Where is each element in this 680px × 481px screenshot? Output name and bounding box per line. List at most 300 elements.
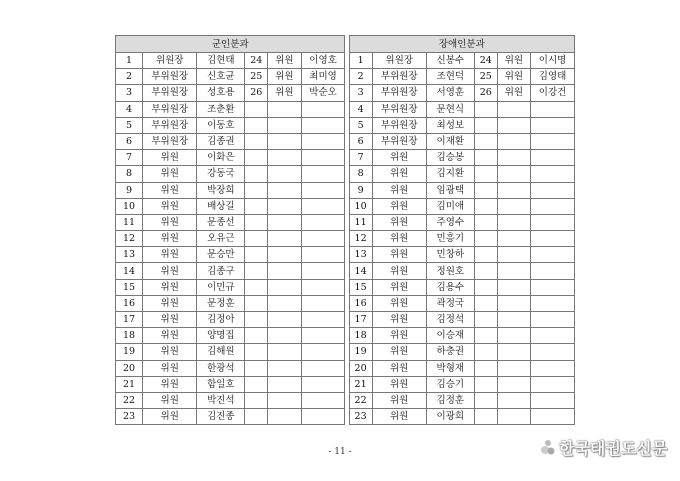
military-number-cell: 21 <box>116 376 143 392</box>
disabled-number-cell: 16 <box>349 295 372 311</box>
military-name-cell: 조춘환 <box>197 101 245 117</box>
disabled-role-extra-cell <box>497 247 530 263</box>
disabled-role-cell: 위원 <box>372 263 426 279</box>
disabled-number-extra-cell <box>474 182 497 198</box>
section-header-row <box>116 36 575 53</box>
disabled-role-extra-cell <box>497 133 530 149</box>
military-role-cell: 부위원장 <box>143 117 197 133</box>
military-role-extra-cell <box>268 360 301 376</box>
military-number-cell: 22 <box>116 392 143 408</box>
military-role-extra-cell <box>268 344 301 360</box>
military-name-extra-cell <box>301 279 345 295</box>
disabled-role-extra-cell <box>497 295 530 311</box>
military-number-extra-cell <box>245 263 268 279</box>
military-name-extra-cell <box>301 150 345 166</box>
military-role-extra-cell <box>268 150 301 166</box>
military-name-extra-cell: 이영호 <box>301 53 345 69</box>
disabled-role-cell: 위원 <box>372 328 426 344</box>
disabled-number-extra-cell <box>474 133 497 149</box>
table-row <box>116 279 575 295</box>
disabled-number-cell: 7 <box>349 150 372 166</box>
disabled-name-cell: 김정훈 <box>426 392 474 408</box>
military-name-cell: 한광석 <box>197 360 245 376</box>
military-name-cell: 김진종 <box>197 409 245 425</box>
disabled-number-cell: 10 <box>349 198 372 214</box>
table-row <box>116 344 575 360</box>
military-role-extra-cell: 위원 <box>268 69 301 85</box>
disabled-number-extra-cell <box>474 344 497 360</box>
disabled-name-extra-cell: 김영태 <box>531 69 575 85</box>
military-name-extra-cell <box>301 247 345 263</box>
disabled-name-cell: 최성보 <box>426 117 474 133</box>
military-name-extra-cell: 박순오 <box>301 85 345 101</box>
military-number-extra-cell <box>245 328 268 344</box>
table-row <box>116 182 575 198</box>
disabled-role-cell: 위원 <box>372 312 426 328</box>
disabled-name-extra-cell <box>531 279 575 295</box>
military-role-extra-cell <box>268 166 301 182</box>
disabled-role-cell: 위원 <box>372 376 426 392</box>
military-name-cell: 김종구 <box>197 263 245 279</box>
military-name-extra-cell <box>301 117 345 133</box>
military-role-extra-cell <box>268 312 301 328</box>
military-name-cell: 이화은 <box>197 150 245 166</box>
disabled-name-cell: 곽정국 <box>426 295 474 311</box>
disabled-name-extra-cell: 이시명 <box>531 53 575 69</box>
military-number-extra-cell <box>245 214 268 230</box>
military-role-extra-cell <box>268 101 301 117</box>
disabled-name-cell: 김승기 <box>426 376 474 392</box>
military-number-cell: 23 <box>116 409 143 425</box>
disabled-number-extra-cell: 26 <box>474 85 497 101</box>
military-name-cell: 오유근 <box>197 231 245 247</box>
military-role-extra-cell <box>268 198 301 214</box>
disabled-role-cell: 위원 <box>372 279 426 295</box>
military-role-cell: 위원 <box>143 376 197 392</box>
military-number-cell: 20 <box>116 360 143 376</box>
disabled-role-cell: 위원 <box>372 295 426 311</box>
military-role-cell: 위원 <box>143 231 197 247</box>
disabled-number-extra-cell <box>474 231 497 247</box>
disabled-name-cell: 이재환 <box>426 133 474 149</box>
disabled-role-extra-cell <box>497 166 530 182</box>
disabled-number-extra-cell <box>474 392 497 408</box>
military-name-extra-cell <box>301 295 345 311</box>
military-number-cell: 1 <box>116 53 143 69</box>
military-name-extra-cell <box>301 263 345 279</box>
military-number-extra-cell <box>245 295 268 311</box>
disabled-name-extra-cell <box>531 344 575 360</box>
military-name-cell: 양명집 <box>197 328 245 344</box>
page-number: - 11 - <box>328 447 352 457</box>
disabled-number-extra-cell: 24 <box>474 53 497 69</box>
disabled-name-cell: 이승재 <box>426 328 474 344</box>
military-number-extra-cell <box>245 392 268 408</box>
military-number-cell: 10 <box>116 198 143 214</box>
disabled-number-extra-cell <box>474 198 497 214</box>
table-row <box>116 231 575 247</box>
disabled-number-extra-cell: 25 <box>474 69 497 85</box>
military-name-cell: 문정훈 <box>197 295 245 311</box>
table-row <box>116 295 575 311</box>
military-name-cell: 김해원 <box>197 344 245 360</box>
military-role-cell: 위원 <box>143 263 197 279</box>
disabled-number-cell: 15 <box>349 279 372 295</box>
disabled-name-extra-cell <box>531 263 575 279</box>
disabled-role-cell: 위원 <box>372 409 426 425</box>
disabled-number-cell: 20 <box>349 360 372 376</box>
disabled-number-cell: 21 <box>349 376 372 392</box>
disabled-role-cell: 부위원장 <box>372 101 426 117</box>
disabled-number-extra-cell <box>474 263 497 279</box>
disabled-number-cell: 2 <box>349 69 372 85</box>
disabled-role-cell: 위원 <box>372 231 426 247</box>
military-number-cell: 15 <box>116 279 143 295</box>
disabled-name-extra-cell <box>531 231 575 247</box>
disabled-number-cell: 13 <box>349 247 372 263</box>
military-role-extra-cell <box>268 409 301 425</box>
military-role-cell: 위원 <box>143 247 197 263</box>
military-name-extra-cell <box>301 376 345 392</box>
military-name-cell: 강동국 <box>197 166 245 182</box>
military-name-extra-cell <box>301 198 345 214</box>
disabled-role-cell: 위원 <box>372 214 426 230</box>
military-name-extra-cell <box>301 328 345 344</box>
military-role-cell: 위원 <box>143 344 197 360</box>
disabled-name-cell: 민창하 <box>426 247 474 263</box>
table-row <box>116 312 575 328</box>
table-row <box>116 150 575 166</box>
military-number-extra-cell: 26 <box>245 85 268 101</box>
table-row <box>116 85 575 101</box>
military-role-extra-cell: 위원 <box>268 53 301 69</box>
disabled-name-extra-cell <box>531 376 575 392</box>
military-role-extra-cell <box>268 182 301 198</box>
military-number-extra-cell <box>245 150 268 166</box>
disabled-number-cell: 17 <box>349 312 372 328</box>
military-number-cell: 12 <box>116 231 143 247</box>
disabled-name-extra-cell <box>531 247 575 263</box>
military-name-cell: 성호용 <box>197 85 245 101</box>
disabled-role-cell: 부위원장 <box>372 133 426 149</box>
military-name-cell: 이민규 <box>197 279 245 295</box>
military-name-cell: 박진석 <box>197 392 245 408</box>
disabled-role-extra-cell <box>497 150 530 166</box>
military-number-cell: 18 <box>116 328 143 344</box>
disabled-role-extra-cell: 위원 <box>497 85 530 101</box>
disabled-role-cell: 부위원장 <box>372 117 426 133</box>
disabled-name-extra-cell <box>531 328 575 344</box>
military-name-cell: 이동호 <box>197 117 245 133</box>
disabled-name-extra-cell <box>531 166 575 182</box>
disabled-name-extra-cell <box>531 150 575 166</box>
military-number-cell: 6 <box>116 133 143 149</box>
military-role-extra-cell <box>268 295 301 311</box>
disabled-role-extra-cell <box>497 279 530 295</box>
disabled-number-extra-cell <box>474 117 497 133</box>
committee-roster-table <box>115 35 575 425</box>
disabled-name-extra-cell <box>531 409 575 425</box>
military-number-cell: 9 <box>116 182 143 198</box>
military-name-extra-cell <box>301 360 345 376</box>
disabled-number-extra-cell <box>474 214 497 230</box>
military-name-extra-cell <box>301 392 345 408</box>
disabled-name-extra-cell <box>531 182 575 198</box>
disabled-name-cell: 하충권 <box>426 344 474 360</box>
military-role-cell: 위원 <box>143 328 197 344</box>
table-row <box>116 69 575 85</box>
disabled-number-extra-cell <box>474 360 497 376</box>
disabled-number-cell: 9 <box>349 182 372 198</box>
military-number-cell: 17 <box>116 312 143 328</box>
disabled-number-cell: 12 <box>349 231 372 247</box>
military-number-cell: 13 <box>116 247 143 263</box>
military-role-extra-cell <box>268 279 301 295</box>
military-number-extra-cell <box>245 247 268 263</box>
disabled-number-cell: 6 <box>349 133 372 149</box>
military-name-extra-cell <box>301 182 345 198</box>
disabled-role-cell: 위원 <box>372 182 426 198</box>
military-name-cell: 박장희 <box>197 182 245 198</box>
disabled-name-cell: 주영수 <box>426 214 474 230</box>
disabled-role-extra-cell <box>497 328 530 344</box>
disabled-name-extra-cell <box>531 214 575 230</box>
military-role-cell: 위원 <box>143 166 197 182</box>
disabled-role-extra-cell: 위원 <box>497 69 530 85</box>
military-role-extra-cell <box>268 117 301 133</box>
military-number-extra-cell <box>245 376 268 392</box>
disabled-role-cell: 부위원장 <box>372 85 426 101</box>
military-name-extra-cell <box>301 231 345 247</box>
disabled-number-extra-cell <box>474 376 497 392</box>
disabled-name-cell: 김승봉 <box>426 150 474 166</box>
military-number-cell: 4 <box>116 101 143 117</box>
military-role-cell: 위원 <box>143 279 197 295</box>
military-number-extra-cell <box>245 133 268 149</box>
table-row <box>116 247 575 263</box>
military-role-cell: 부위원장 <box>143 69 197 85</box>
disabled-role-extra-cell <box>497 214 530 230</box>
military-role-extra-cell <box>268 231 301 247</box>
disabled-role-extra-cell <box>497 182 530 198</box>
disabled-role-extra-cell <box>497 263 530 279</box>
military-role-extra-cell <box>268 376 301 392</box>
disabled-number-extra-cell <box>474 409 497 425</box>
disabled-number-cell: 14 <box>349 263 372 279</box>
disabled-role-extra-cell <box>497 312 530 328</box>
military-number-extra-cell <box>245 117 268 133</box>
disabled-number-cell: 8 <box>349 166 372 182</box>
disabled-number-cell: 4 <box>349 101 372 117</box>
table-row <box>116 133 575 149</box>
table-row <box>116 117 575 133</box>
military-role-cell: 위원 <box>143 392 197 408</box>
military-name-extra-cell <box>301 214 345 230</box>
disabled-number-cell: 23 <box>349 409 372 425</box>
disabled-name-cell: 정원호 <box>426 263 474 279</box>
table-row <box>116 376 575 392</box>
military-number-cell: 19 <box>116 344 143 360</box>
disabled-name-cell: 조현덕 <box>426 69 474 85</box>
newspaper-logo-icon <box>540 439 556 457</box>
military-role-cell: 위원 <box>143 150 197 166</box>
disabled-name-cell: 서영훈 <box>426 85 474 101</box>
disabled-role-cell: 위원 <box>372 392 426 408</box>
military-role-cell: 부위원장 <box>143 101 197 117</box>
disabled-role-extra-cell <box>497 409 530 425</box>
military-section-title: 군인분과 <box>116 36 345 53</box>
disabled-name-extra-cell <box>531 198 575 214</box>
military-number-extra-cell <box>245 231 268 247</box>
disabled-role-extra-cell: 위원 <box>497 53 530 69</box>
disabled-role-extra-cell <box>497 376 530 392</box>
military-number-cell: 8 <box>116 166 143 182</box>
military-number-extra-cell <box>245 312 268 328</box>
military-number-extra-cell <box>245 198 268 214</box>
disabled-name-extra-cell <box>531 392 575 408</box>
disabled-role-extra-cell <box>497 198 530 214</box>
table-row <box>116 166 575 182</box>
disabled-name-extra-cell <box>531 360 575 376</box>
military-role-extra-cell <box>268 328 301 344</box>
military-number-extra-cell <box>245 360 268 376</box>
military-role-cell: 위원장 <box>143 53 197 69</box>
disabled-role-cell: 부위원장 <box>372 69 426 85</box>
disabled-number-cell: 22 <box>349 392 372 408</box>
military-role-cell: 부위원장 <box>143 133 197 149</box>
military-number-cell: 11 <box>116 214 143 230</box>
disabled-number-extra-cell <box>474 150 497 166</box>
disabled-name-extra-cell <box>531 117 575 133</box>
military-role-extra-cell <box>268 247 301 263</box>
military-role-cell: 위원 <box>143 409 197 425</box>
disabled-number-cell: 1 <box>349 53 372 69</box>
table-row <box>116 360 575 376</box>
disabled-section-title: 장애인분과 <box>349 36 574 53</box>
military-role-cell: 위원 <box>143 198 197 214</box>
military-name-extra-cell <box>301 101 345 117</box>
disabled-role-cell: 위원 <box>372 344 426 360</box>
disabled-number-cell: 3 <box>349 85 372 101</box>
military-number-extra-cell <box>245 344 268 360</box>
disabled-number-cell: 18 <box>349 328 372 344</box>
disabled-role-extra-cell <box>497 231 530 247</box>
military-name-extra-cell <box>301 312 345 328</box>
table-row <box>116 328 575 344</box>
disabled-name-cell: 김지환 <box>426 166 474 182</box>
watermark-text: 한국태권도신문 <box>559 439 668 458</box>
military-name-cell: 김현태 <box>197 53 245 69</box>
disabled-number-cell: 19 <box>349 344 372 360</box>
military-number-cell: 16 <box>116 295 143 311</box>
disabled-name-extra-cell: 이강건 <box>531 85 575 101</box>
disabled-role-extra-cell <box>497 392 530 408</box>
disabled-name-cell: 민흥기 <box>426 231 474 247</box>
disabled-number-extra-cell <box>474 101 497 117</box>
disabled-role-cell: 위원 <box>372 247 426 263</box>
military-number-extra-cell: 24 <box>245 53 268 69</box>
disabled-role-cell: 위원 <box>372 166 426 182</box>
military-number-extra-cell <box>245 182 268 198</box>
disabled-name-cell: 김미애 <box>426 198 474 214</box>
disabled-role-extra-cell <box>497 101 530 117</box>
military-name-cell: 문승만 <box>197 247 245 263</box>
newspaper-watermark <box>540 436 667 459</box>
disabled-role-cell: 위원 <box>372 150 426 166</box>
military-name-extra-cell <box>301 166 345 182</box>
disabled-number-extra-cell <box>474 295 497 311</box>
military-name-cell: 함일호 <box>197 376 245 392</box>
disabled-name-cell: 문현식 <box>426 101 474 117</box>
military-name-cell: 김종권 <box>197 133 245 149</box>
military-number-cell: 7 <box>116 150 143 166</box>
roster-body <box>116 36 575 425</box>
military-name-cell: 배상길 <box>197 198 245 214</box>
military-name-extra-cell <box>301 133 345 149</box>
military-number-cell: 2 <box>116 69 143 85</box>
disabled-name-cell: 임광택 <box>426 182 474 198</box>
disabled-name-cell: 이광희 <box>426 409 474 425</box>
disabled-number-cell: 5 <box>349 117 372 133</box>
table-row <box>116 53 575 69</box>
military-number-extra-cell <box>245 166 268 182</box>
disabled-number-extra-cell <box>474 328 497 344</box>
military-role-extra-cell <box>268 263 301 279</box>
military-name-extra-cell <box>301 344 345 360</box>
military-number-extra-cell <box>245 409 268 425</box>
disabled-role-cell: 위원 <box>372 198 426 214</box>
military-role-extra-cell <box>268 214 301 230</box>
military-role-cell: 위원 <box>143 312 197 328</box>
military-role-cell: 위원 <box>143 182 197 198</box>
military-role-cell: 위원 <box>143 295 197 311</box>
table-row <box>116 263 575 279</box>
disabled-name-extra-cell <box>531 133 575 149</box>
disabled-name-cell: 김정석 <box>426 312 474 328</box>
disabled-role-extra-cell <box>497 344 530 360</box>
disabled-name-cell: 신봉수 <box>426 53 474 69</box>
disabled-number-extra-cell <box>474 166 497 182</box>
disabled-name-extra-cell <box>531 312 575 328</box>
military-role-extra-cell: 위원 <box>268 85 301 101</box>
table-row <box>116 214 575 230</box>
military-number-cell: 3 <box>116 85 143 101</box>
military-role-cell: 부위원장 <box>143 85 197 101</box>
military-number-extra-cell <box>245 279 268 295</box>
disabled-name-cell: 김용수 <box>426 279 474 295</box>
military-number-cell: 5 <box>116 117 143 133</box>
military-role-extra-cell <box>268 133 301 149</box>
disabled-role-cell: 위원장 <box>372 53 426 69</box>
military-name-extra-cell <box>301 409 345 425</box>
disabled-name-cell: 박형재 <box>426 360 474 376</box>
military-name-cell: 문종선 <box>197 214 245 230</box>
table-row <box>116 101 575 117</box>
disabled-role-cell: 위원 <box>372 360 426 376</box>
military-number-extra-cell: 25 <box>245 69 268 85</box>
disabled-number-extra-cell <box>474 312 497 328</box>
disabled-number-cell: 11 <box>349 214 372 230</box>
table-row <box>116 198 575 214</box>
military-role-cell: 위원 <box>143 214 197 230</box>
military-name-cell: 김정아 <box>197 312 245 328</box>
disabled-role-extra-cell <box>497 360 530 376</box>
military-number-cell: 14 <box>116 263 143 279</box>
table-row <box>116 409 575 425</box>
military-role-extra-cell <box>268 392 301 408</box>
disabled-name-extra-cell <box>531 101 575 117</box>
disabled-name-extra-cell <box>531 295 575 311</box>
